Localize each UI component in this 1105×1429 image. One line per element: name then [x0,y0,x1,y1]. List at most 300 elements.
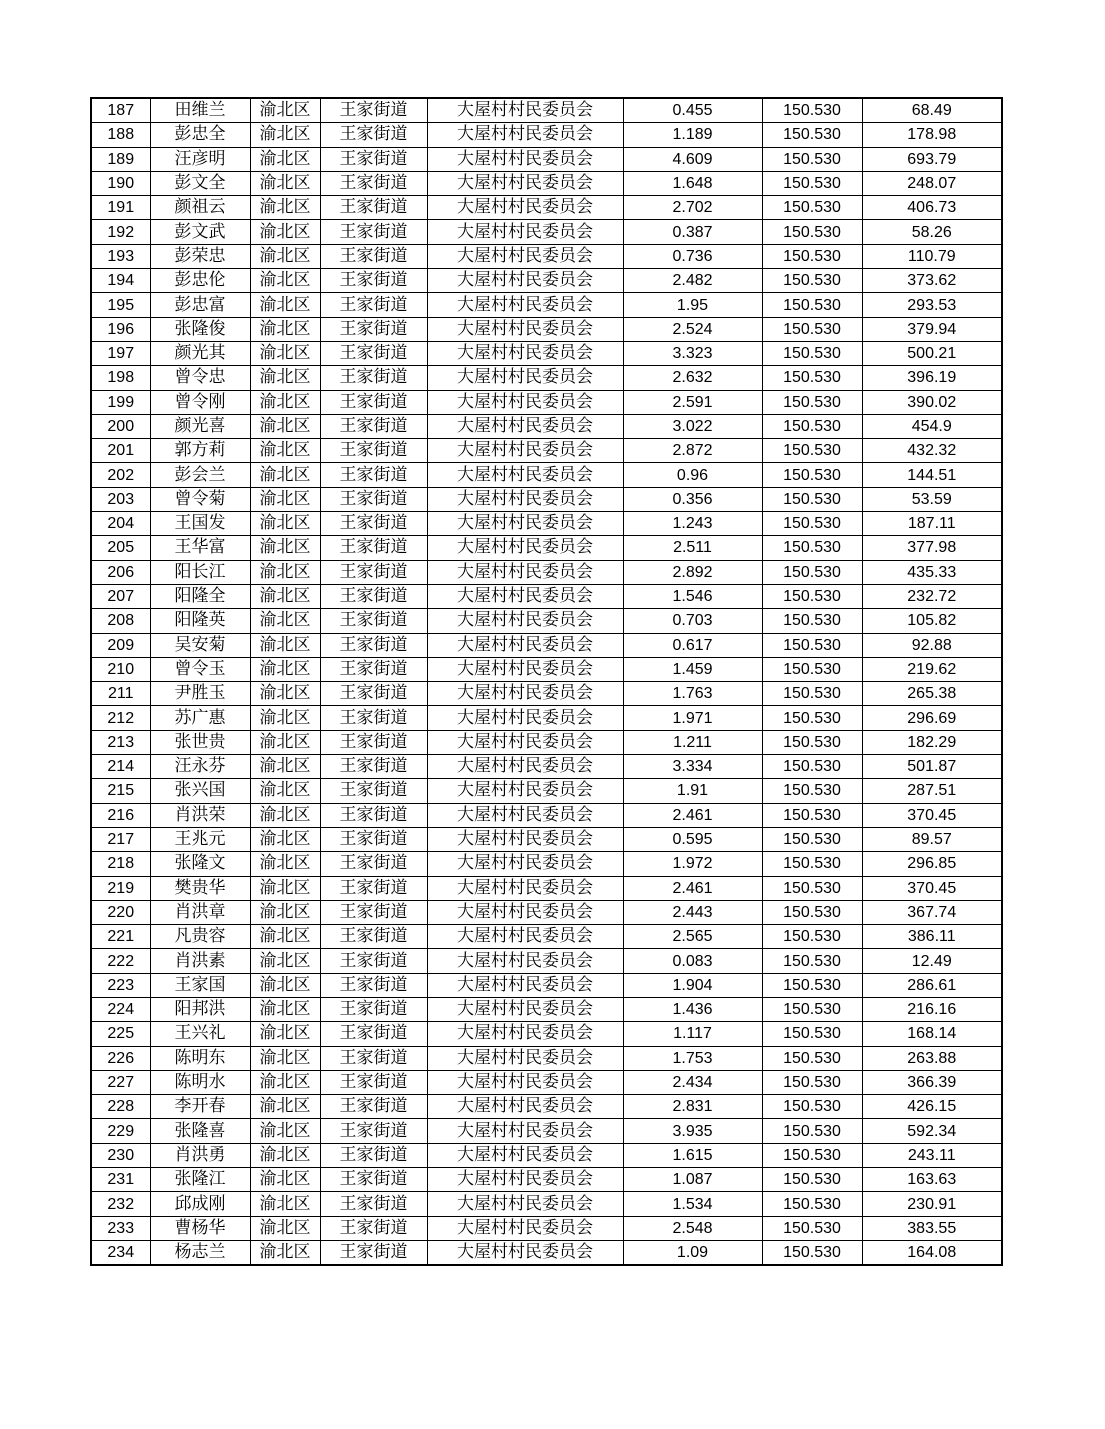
unit-price-cell: 150.530 [762,560,862,584]
row-number-cell: 227 [91,1070,150,1094]
unit-price-cell: 150.530 [762,852,862,876]
amount-cell: 216.16 [862,997,1002,1021]
district-cell: 渝北区 [250,1192,320,1216]
amount-cell: 454.9 [862,414,1002,438]
amount-cell: 592.34 [862,1119,1002,1143]
subdistrict-cell: 王家街道 [320,317,427,341]
village-committee-cell: 大屋村村民委员会 [427,293,623,317]
village-committee-cell: 大屋村村民委员会 [427,973,623,997]
table-row [91,390,1002,414]
amount-cell: 373.62 [862,269,1002,293]
row-number-cell: 232 [91,1192,150,1216]
subdistrict-cell: 王家街道 [320,269,427,293]
table-row [91,633,1002,657]
amount-cell: 296.85 [862,852,1002,876]
district-cell: 渝北区 [250,536,320,560]
subdistrict-cell: 王家街道 [320,1143,427,1167]
area-cell: 0.356 [623,487,762,511]
area-cell: 1.615 [623,1143,762,1167]
table-row [91,755,1002,779]
district-cell: 渝北区 [250,341,320,365]
district-cell: 渝北区 [250,1046,320,1070]
subdistrict-cell: 王家街道 [320,171,427,195]
row-number-cell: 214 [91,755,150,779]
village-committee-cell: 大屋村村民委员会 [427,560,623,584]
table-row [91,876,1002,900]
district-cell: 渝北区 [250,803,320,827]
name-cell: 肖洪荣 [150,803,250,827]
table-row [91,414,1002,438]
district-cell: 渝北区 [250,1240,320,1265]
subdistrict-cell: 王家街道 [320,147,427,171]
unit-price-cell: 150.530 [762,755,862,779]
district-cell: 渝北区 [250,366,320,390]
name-cell: 王国发 [150,512,250,536]
subdistrict-cell: 王家街道 [320,876,427,900]
subdistrict-cell: 王家街道 [320,1095,427,1119]
table-row [91,1022,1002,1046]
name-cell: 阳长江 [150,560,250,584]
subdistrict-cell: 王家街道 [320,123,427,147]
row-number-cell: 191 [91,196,150,220]
unit-price-cell: 150.530 [762,657,862,681]
row-number-cell: 220 [91,900,150,924]
unit-price-cell: 150.530 [762,1192,862,1216]
table-row [91,487,1002,511]
name-cell: 张隆俊 [150,317,250,341]
subdistrict-cell: 王家街道 [320,949,427,973]
village-committee-cell: 大屋村村民委员会 [427,1168,623,1192]
row-number-cell: 210 [91,657,150,681]
subdistrict-cell: 王家街道 [320,657,427,681]
subdistrict-cell: 王家街道 [320,341,427,365]
amount-cell: 296.69 [862,706,1002,730]
village-committee-cell: 大屋村村民委员会 [427,852,623,876]
area-cell: 0.083 [623,949,762,973]
subdistrict-cell: 王家街道 [320,973,427,997]
amount-cell: 105.82 [862,609,1002,633]
subdistrict-cell: 王家街道 [320,1168,427,1192]
table-row [91,123,1002,147]
table-row [91,1046,1002,1070]
subdistrict-cell: 王家街道 [320,1119,427,1143]
area-cell: 1.211 [623,730,762,754]
table-row [91,196,1002,220]
district-cell: 渝北区 [250,900,320,924]
name-cell: 邱成刚 [150,1192,250,1216]
row-number-cell: 223 [91,973,150,997]
amount-cell: 68.49 [862,98,1002,123]
village-committee-cell: 大屋村村民委员会 [427,682,623,706]
table-row [91,269,1002,293]
name-cell: 曾令菊 [150,487,250,511]
name-cell: 曹杨华 [150,1216,250,1240]
unit-price-cell: 150.530 [762,220,862,244]
village-committee-cell: 大屋村村民委员会 [427,512,623,536]
village-committee-cell: 大屋村村民委员会 [427,317,623,341]
table-row [91,730,1002,754]
table-row [91,682,1002,706]
subdistrict-cell: 王家街道 [320,1022,427,1046]
name-cell: 张世贵 [150,730,250,754]
village-committee-cell: 大屋村村民委员会 [427,779,623,803]
district-cell: 渝北区 [250,317,320,341]
village-committee-cell: 大屋村村民委员会 [427,1240,623,1265]
unit-price-cell: 150.530 [762,123,862,147]
table-row [91,1216,1002,1240]
subdistrict-cell: 王家街道 [320,706,427,730]
unit-price-cell: 150.530 [762,439,862,463]
unit-price-cell: 150.530 [762,366,862,390]
district-cell: 渝北区 [250,706,320,730]
amount-cell: 232.72 [862,584,1002,608]
district-cell: 渝北区 [250,682,320,706]
amount-cell: 367.74 [862,900,1002,924]
unit-price-cell: 150.530 [762,196,862,220]
area-cell: 4.609 [623,147,762,171]
district-cell: 渝北区 [250,949,320,973]
table-row [91,293,1002,317]
data-table [90,97,1003,1266]
district-cell: 渝北区 [250,779,320,803]
subdistrict-cell: 王家街道 [320,755,427,779]
name-cell: 李开春 [150,1095,250,1119]
village-committee-cell: 大屋村村民委员会 [427,147,623,171]
subdistrict-cell: 王家街道 [320,1240,427,1265]
unit-price-cell: 150.530 [762,463,862,487]
subdistrict-cell: 王家街道 [320,609,427,633]
amount-cell: 58.26 [862,220,1002,244]
name-cell: 田维兰 [150,98,250,123]
table-row [91,1192,1002,1216]
unit-price-cell: 150.530 [762,317,862,341]
area-cell: 1.117 [623,1022,762,1046]
unit-price-cell: 150.530 [762,1095,862,1119]
village-committee-cell: 大屋村村民委员会 [427,220,623,244]
village-committee-cell: 大屋村村民委员会 [427,706,623,730]
unit-price-cell: 150.530 [762,171,862,195]
district-cell: 渝北区 [250,560,320,584]
table-row [91,609,1002,633]
unit-price-cell: 150.530 [762,925,862,949]
table-row [91,852,1002,876]
table-row [91,560,1002,584]
row-number-cell: 213 [91,730,150,754]
village-committee-cell: 大屋村村民委员会 [427,1046,623,1070]
area-cell: 1.087 [623,1168,762,1192]
name-cell: 彭忠全 [150,123,250,147]
amount-cell: 406.73 [862,196,1002,220]
area-cell: 1.972 [623,852,762,876]
name-cell: 樊贵华 [150,876,250,900]
amount-cell: 144.51 [862,463,1002,487]
area-cell: 1.546 [623,584,762,608]
village-committee-cell: 大屋村村民委员会 [427,925,623,949]
unit-price-cell: 150.530 [762,1119,862,1143]
table-row [91,1168,1002,1192]
amount-cell: 386.11 [862,925,1002,949]
subdistrict-cell: 王家街道 [320,487,427,511]
name-cell: 王兆元 [150,827,250,851]
subdistrict-cell: 王家街道 [320,220,427,244]
unit-price-cell: 150.530 [762,269,862,293]
subdistrict-cell: 王家街道 [320,779,427,803]
unit-price-cell: 150.530 [762,949,862,973]
amount-cell: 92.88 [862,633,1002,657]
name-cell: 阳隆英 [150,609,250,633]
amount-cell: 377.98 [862,536,1002,560]
subdistrict-cell: 王家街道 [320,98,427,123]
unit-price-cell: 150.530 [762,390,862,414]
unit-price-cell: 150.530 [762,414,862,438]
area-cell: 1.09 [623,1240,762,1265]
village-committee-cell: 大屋村村民委员会 [427,487,623,511]
amount-cell: 426.15 [862,1095,1002,1119]
area-cell: 2.511 [623,536,762,560]
amount-cell: 370.45 [862,876,1002,900]
table-row [91,1119,1002,1143]
name-cell: 彭文武 [150,220,250,244]
district-cell: 渝北区 [250,171,320,195]
subdistrict-cell: 王家街道 [320,852,427,876]
subdistrict-cell: 王家街道 [320,560,427,584]
name-cell: 张隆喜 [150,1119,250,1143]
district-cell: 渝北区 [250,269,320,293]
row-number-cell: 189 [91,147,150,171]
name-cell: 苏广惠 [150,706,250,730]
name-cell: 曾令刚 [150,390,250,414]
area-cell: 2.482 [623,269,762,293]
village-committee-cell: 大屋村村民委员会 [427,98,623,123]
row-number-cell: 212 [91,706,150,730]
unit-price-cell: 150.530 [762,244,862,268]
row-number-cell: 195 [91,293,150,317]
district-cell: 渝北区 [250,147,320,171]
amount-cell: 379.94 [862,317,1002,341]
amount-cell: 110.79 [862,244,1002,268]
table-row [91,171,1002,195]
name-cell: 颜光喜 [150,414,250,438]
table-row [91,98,1002,123]
area-cell: 0.703 [623,609,762,633]
subdistrict-cell: 王家街道 [320,1192,427,1216]
district-cell: 渝北区 [250,123,320,147]
row-number-cell: 187 [91,98,150,123]
subdistrict-cell: 王家街道 [320,196,427,220]
row-number-cell: 221 [91,925,150,949]
area-cell: 3.334 [623,755,762,779]
unit-price-cell: 150.530 [762,1046,862,1070]
amount-cell: 248.07 [862,171,1002,195]
name-cell: 阳邦洪 [150,997,250,1021]
row-number-cell: 190 [91,171,150,195]
table-row [91,827,1002,851]
row-number-cell: 202 [91,463,150,487]
table-row [91,803,1002,827]
amount-cell: 287.51 [862,779,1002,803]
row-number-cell: 192 [91,220,150,244]
district-cell: 渝北区 [250,1070,320,1094]
row-number-cell: 207 [91,584,150,608]
name-cell: 张隆江 [150,1168,250,1192]
name-cell: 陈明水 [150,1070,250,1094]
village-committee-cell: 大屋村村民委员会 [427,390,623,414]
subdistrict-cell: 王家街道 [320,536,427,560]
row-number-cell: 209 [91,633,150,657]
subdistrict-cell: 王家街道 [320,512,427,536]
district-cell: 渝北区 [250,1095,320,1119]
area-cell: 2.892 [623,560,762,584]
name-cell: 汪永芬 [150,755,250,779]
unit-price-cell: 150.530 [762,487,862,511]
area-cell: 2.565 [623,925,762,949]
village-committee-cell: 大屋村村民委员会 [427,1022,623,1046]
table-row [91,949,1002,973]
district-cell: 渝北区 [250,196,320,220]
table-row [91,657,1002,681]
district-cell: 渝北区 [250,1022,320,1046]
row-number-cell: 198 [91,366,150,390]
area-cell: 1.763 [623,682,762,706]
name-cell: 彭荣忠 [150,244,250,268]
table-row [91,366,1002,390]
amount-cell: 89.57 [862,827,1002,851]
area-cell: 2.443 [623,900,762,924]
area-cell: 1.95 [623,293,762,317]
district-cell: 渝北区 [250,1216,320,1240]
amount-cell: 168.14 [862,1022,1002,1046]
amount-cell: 370.45 [862,803,1002,827]
area-cell: 0.595 [623,827,762,851]
row-number-cell: 219 [91,876,150,900]
district-cell: 渝北区 [250,1168,320,1192]
row-number-cell: 211 [91,682,150,706]
name-cell: 阳隆全 [150,584,250,608]
area-cell: 3.022 [623,414,762,438]
area-cell: 1.91 [623,779,762,803]
table-row [91,973,1002,997]
name-cell: 吴安菊 [150,633,250,657]
district-cell: 渝北区 [250,925,320,949]
district-cell: 渝北区 [250,852,320,876]
name-cell: 汪彦明 [150,147,250,171]
amount-cell: 396.19 [862,366,1002,390]
table-row [91,317,1002,341]
row-number-cell: 225 [91,1022,150,1046]
district-cell: 渝北区 [250,244,320,268]
row-number-cell: 233 [91,1216,150,1240]
area-cell: 1.243 [623,512,762,536]
area-cell: 2.632 [623,366,762,390]
amount-cell: 163.63 [862,1168,1002,1192]
unit-price-cell: 150.530 [762,1240,862,1265]
name-cell: 王家国 [150,973,250,997]
subdistrict-cell: 王家街道 [320,997,427,1021]
table-row [91,463,1002,487]
village-committee-cell: 大屋村村民委员会 [427,123,623,147]
table-row [91,779,1002,803]
row-number-cell: 208 [91,609,150,633]
area-cell: 1.904 [623,973,762,997]
district-cell: 渝北区 [250,220,320,244]
village-committee-cell: 大屋村村民委员会 [427,1143,623,1167]
district-cell: 渝北区 [250,633,320,657]
unit-price-cell: 150.530 [762,779,862,803]
row-number-cell: 203 [91,487,150,511]
row-number-cell: 217 [91,827,150,851]
village-committee-cell: 大屋村村民委员会 [427,876,623,900]
table-row [91,244,1002,268]
village-committee-cell: 大屋村村民委员会 [427,1095,623,1119]
subdistrict-cell: 王家街道 [320,584,427,608]
unit-price-cell: 150.530 [762,1022,862,1046]
amount-cell: 432.32 [862,439,1002,463]
village-committee-cell: 大屋村村民委员会 [427,1070,623,1094]
subdistrict-cell: 王家街道 [320,390,427,414]
table-row [91,512,1002,536]
row-number-cell: 205 [91,536,150,560]
amount-cell: 53.59 [862,487,1002,511]
area-cell: 1.189 [623,123,762,147]
table-row [91,1143,1002,1167]
area-cell: 2.461 [623,803,762,827]
district-cell: 渝北区 [250,1143,320,1167]
unit-price-cell: 150.530 [762,803,862,827]
unit-price-cell: 150.530 [762,609,862,633]
village-committee-cell: 大屋村村民委员会 [427,1216,623,1240]
table-row [91,536,1002,560]
row-number-cell: 226 [91,1046,150,1070]
amount-cell: 243.11 [862,1143,1002,1167]
village-committee-cell: 大屋村村民委员会 [427,1192,623,1216]
area-cell: 2.548 [623,1216,762,1240]
unit-price-cell: 150.530 [762,1143,862,1167]
unit-price-cell: 150.530 [762,682,862,706]
area-cell: 1.436 [623,997,762,1021]
district-cell: 渝北区 [250,584,320,608]
table-row [91,584,1002,608]
row-number-cell: 200 [91,414,150,438]
row-number-cell: 201 [91,439,150,463]
row-number-cell: 224 [91,997,150,1021]
unit-price-cell: 150.530 [762,147,862,171]
area-cell: 0.736 [623,244,762,268]
amount-cell: 187.11 [862,512,1002,536]
village-committee-cell: 大屋村村民委员会 [427,414,623,438]
name-cell: 彭文全 [150,171,250,195]
name-cell: 王兴礼 [150,1022,250,1046]
district-cell: 渝北区 [250,293,320,317]
district-cell: 渝北区 [250,414,320,438]
subdistrict-cell: 王家街道 [320,633,427,657]
subdistrict-cell: 王家街道 [320,803,427,827]
district-cell: 渝北区 [250,876,320,900]
row-number-cell: 196 [91,317,150,341]
name-cell: 彭忠伦 [150,269,250,293]
village-committee-cell: 大屋村村民委员会 [427,439,623,463]
area-cell: 2.461 [623,876,762,900]
name-cell: 颜祖云 [150,196,250,220]
village-committee-cell: 大屋村村民委员会 [427,827,623,851]
row-number-cell: 215 [91,779,150,803]
subdistrict-cell: 王家街道 [320,366,427,390]
name-cell: 彭会兰 [150,463,250,487]
subdistrict-cell: 王家街道 [320,244,427,268]
row-number-cell: 231 [91,1168,150,1192]
row-number-cell: 230 [91,1143,150,1167]
unit-price-cell: 150.530 [762,706,862,730]
amount-cell: 390.02 [862,390,1002,414]
